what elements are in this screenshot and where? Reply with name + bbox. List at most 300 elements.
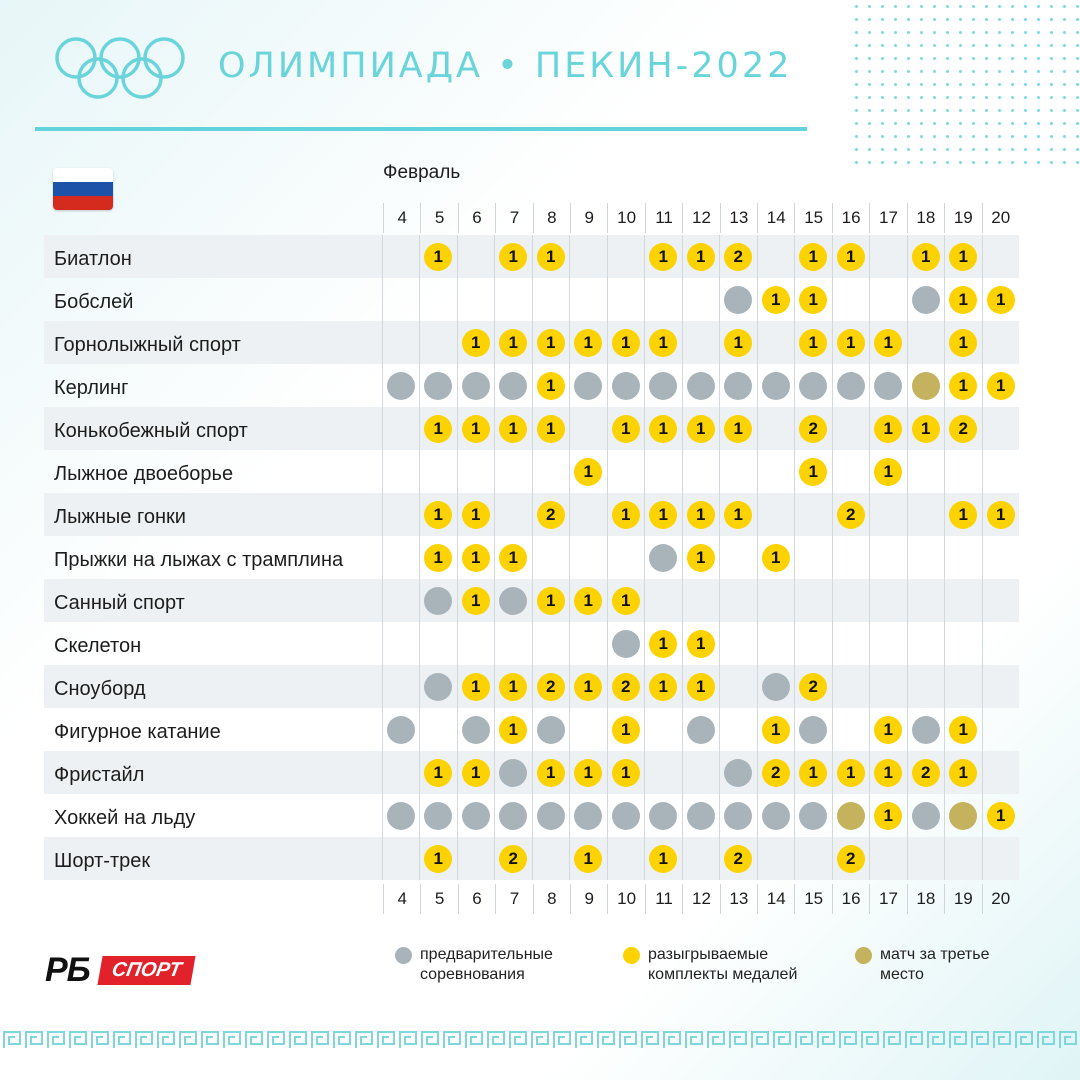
schedule-cell [382, 665, 420, 708]
schedule-cell [382, 837, 420, 880]
medal-event-dot: 1 [687, 243, 715, 271]
schedule-cell [607, 837, 645, 880]
schedule-cell [457, 235, 495, 278]
schedule-cell [719, 579, 757, 622]
schedule-cell [869, 407, 907, 450]
schedule-cell [757, 364, 795, 407]
medal-event-dot: 1 [649, 243, 677, 271]
preliminary-dot [649, 544, 677, 572]
medal-event-dot: 1 [612, 759, 640, 787]
preliminary-dot [874, 372, 902, 400]
schedule-cell [382, 235, 420, 278]
schedule-cell [719, 708, 757, 751]
medal-event-dot: 2 [762, 759, 790, 787]
schedule-cell [907, 493, 945, 536]
schedule-cell [494, 450, 532, 493]
schedule-cell [644, 665, 682, 708]
schedule-cell [982, 837, 1020, 880]
schedule-cell [607, 794, 645, 837]
schedule-cell [607, 536, 645, 579]
schedule-cell [607, 493, 645, 536]
schedule-cell [382, 751, 420, 794]
preliminary-dot [499, 802, 527, 830]
day-label: 16 [832, 203, 869, 233]
schedule-cell [494, 622, 532, 665]
medal-event-dot: 1 [574, 673, 602, 701]
medal-event-dot: 1 [649, 630, 677, 658]
sport-name: Керлинг [54, 377, 129, 399]
medal-event-dot: 1 [724, 329, 752, 357]
schedule-cell [607, 364, 645, 407]
title-divider [35, 127, 807, 131]
schedule-cell [682, 579, 720, 622]
sport-row [44, 450, 1019, 493]
sport-row [44, 364, 1019, 407]
schedule-cell [644, 235, 682, 278]
preliminary-dot [762, 673, 790, 701]
preliminary-dot [799, 372, 827, 400]
medal-event-dot: 1 [424, 415, 452, 443]
schedule-cell [907, 235, 945, 278]
schedule-cell [532, 794, 570, 837]
preliminary-dot [912, 286, 940, 314]
schedule-cell [794, 579, 832, 622]
schedule-cell [682, 450, 720, 493]
schedule-cell [907, 837, 945, 880]
medal-event-dot: 1 [762, 544, 790, 572]
schedule-cell [532, 321, 570, 364]
medal-event-dot: 1 [874, 759, 902, 787]
schedule-cell [832, 321, 870, 364]
schedule-cell [457, 364, 495, 407]
medal-event-dot: 1 [799, 286, 827, 314]
schedule-cell [832, 407, 870, 450]
day-label: 18 [907, 203, 944, 233]
day-label: 12 [682, 884, 719, 914]
schedule-cell [682, 622, 720, 665]
schedule-cell [682, 364, 720, 407]
schedule-cell [794, 407, 832, 450]
sport-name: Фигурное катание [54, 721, 221, 743]
schedule-cell [494, 579, 532, 622]
medal-event-dot: 1 [874, 415, 902, 443]
schedule-cell [607, 622, 645, 665]
schedule-cell [794, 321, 832, 364]
schedule-cell [757, 407, 795, 450]
preliminary-dot [574, 372, 602, 400]
preliminary-dot [499, 759, 527, 787]
day-label: 9 [570, 884, 607, 914]
legend-medal-text: разыгрываемые комплекты медалей [648, 946, 798, 983]
preliminary-dot [912, 716, 940, 744]
sport-name: Фристайл [54, 764, 145, 786]
schedule-cell [532, 622, 570, 665]
schedule-cell [532, 751, 570, 794]
medal-event-dot: 1 [424, 501, 452, 529]
schedule-cell [494, 235, 532, 278]
schedule-cell [682, 708, 720, 751]
medal-event-dot: 1 [462, 501, 490, 529]
dot-pattern-decoration [850, 0, 1080, 170]
sport-name: Горнолыжный спорт [54, 334, 241, 356]
schedule-cell [419, 837, 457, 880]
day-label: 4 [383, 203, 420, 233]
schedule-cell [719, 278, 757, 321]
schedule-cell [682, 751, 720, 794]
schedule-cell [719, 321, 757, 364]
schedule-cell [832, 278, 870, 321]
schedule-cell [494, 837, 532, 880]
sport-name: Санный спорт [54, 592, 185, 614]
page-title: ОЛИМПИАДА • ПЕКИН-2022 [218, 46, 793, 86]
preliminary-dot [799, 716, 827, 744]
schedule-cell [682, 407, 720, 450]
schedule-cell [982, 278, 1020, 321]
bronze-match-dot [912, 372, 940, 400]
sport-name: Шорт-трек [54, 850, 151, 872]
schedule-cell [982, 794, 1020, 837]
day-label: 12 [682, 203, 719, 233]
medal-event-dot: 1 [649, 415, 677, 443]
medal-event-dot: 1 [499, 673, 527, 701]
sport-row [44, 794, 1019, 837]
schedule-cell [794, 794, 832, 837]
preliminary-dot [762, 802, 790, 830]
schedule-cell [982, 364, 1020, 407]
medal-event-dot: 1 [762, 716, 790, 744]
medal-event-dot: 1 [462, 587, 490, 615]
bronze-dot-icon [855, 947, 872, 964]
medal-event-dot: 2 [949, 415, 977, 443]
medal-event-dot: 1 [949, 286, 977, 314]
preliminary-dot [462, 716, 490, 744]
schedule-cell [682, 235, 720, 278]
medal-event-dot: 1 [724, 501, 752, 529]
schedule-cell [382, 364, 420, 407]
medal-event-dot: 1 [874, 329, 902, 357]
medal-event-dot: 2 [837, 501, 865, 529]
medal-event-dot: 1 [537, 759, 565, 787]
schedule-cell [419, 536, 457, 579]
medal-event-dot: 1 [987, 802, 1015, 830]
schedule-cell [907, 407, 945, 450]
schedule-cell [644, 536, 682, 579]
schedule-cell [794, 665, 832, 708]
schedule-cell [794, 708, 832, 751]
medal-event-dot: 1 [574, 845, 602, 873]
schedule-cell [794, 278, 832, 321]
medal-event-dot: 2 [537, 501, 565, 529]
sport-name: Хоккей на льду [54, 807, 196, 829]
schedule-cell [869, 450, 907, 493]
schedule-cell [569, 364, 607, 407]
bronze-match-dot [837, 802, 865, 830]
schedule-cell [907, 579, 945, 622]
schedule-cell [494, 751, 532, 794]
schedule-cell [719, 235, 757, 278]
legend-bronze-text: матч за третье место [880, 946, 990, 983]
schedule-cell [907, 622, 945, 665]
schedule-cell [982, 235, 1020, 278]
medal-event-dot: 1 [799, 458, 827, 486]
schedule-grid [44, 235, 1019, 880]
schedule-cell [944, 536, 982, 579]
sport-name: Бобслей [54, 291, 134, 313]
schedule-cell [757, 493, 795, 536]
schedule-cell [944, 665, 982, 708]
logo-sport: СПОРТ [97, 956, 195, 985]
preliminary-dot [537, 716, 565, 744]
schedule-cell [832, 235, 870, 278]
schedule-cell [644, 794, 682, 837]
schedule-cell [382, 278, 420, 321]
medal-event-dot: 1 [424, 544, 452, 572]
preliminary-dot [687, 716, 715, 744]
medal-event-dot: 1 [537, 372, 565, 400]
schedule-cell [832, 751, 870, 794]
schedule-cell [944, 321, 982, 364]
schedule-cell [419, 450, 457, 493]
medal-event-dot: 1 [612, 415, 640, 443]
schedule-cell [982, 450, 1020, 493]
medal-event-dot: 1 [837, 243, 865, 271]
schedule-cell [944, 364, 982, 407]
medal-event-dot: 1 [462, 544, 490, 572]
sport-name: Лыжное двоеборье [54, 463, 234, 485]
day-label: 13 [720, 884, 757, 914]
medal-event-dot: 1 [987, 372, 1015, 400]
schedule-cell [907, 708, 945, 751]
medal-event-dot: 1 [612, 716, 640, 744]
schedule-cell [569, 536, 607, 579]
schedule-cell [757, 321, 795, 364]
schedule-cell [644, 751, 682, 794]
day-label: 20 [982, 884, 1019, 914]
schedule-cell [944, 708, 982, 751]
medal-event-dot: 1 [499, 716, 527, 744]
medal-dot-icon [623, 947, 640, 964]
schedule-cell [869, 794, 907, 837]
schedule-cell [607, 321, 645, 364]
medal-event-dot: 1 [537, 415, 565, 443]
schedule-cell [382, 708, 420, 751]
preliminary-dot [799, 802, 827, 830]
day-label: 8 [533, 884, 570, 914]
schedule-cell [419, 794, 457, 837]
preliminary-dot [912, 802, 940, 830]
preliminary-dot [724, 759, 752, 787]
schedule-cell [757, 665, 795, 708]
sport-row [44, 751, 1019, 794]
day-label: 11 [645, 884, 682, 914]
medal-event-dot: 1 [537, 587, 565, 615]
sport-row [44, 622, 1019, 665]
schedule-cell [719, 665, 757, 708]
medal-event-dot: 1 [837, 329, 865, 357]
medal-event-dot: 1 [949, 501, 977, 529]
sport-name: Прыжки на лыжах с трамплина [54, 549, 344, 571]
schedule-cell [944, 407, 982, 450]
schedule-cell [794, 536, 832, 579]
schedule-cell [757, 536, 795, 579]
schedule-cell [607, 278, 645, 321]
schedule-cell [382, 450, 420, 493]
schedule-cell [457, 536, 495, 579]
day-label: 14 [757, 203, 794, 233]
schedule-cell [869, 364, 907, 407]
schedule-cell [419, 278, 457, 321]
schedule-cell [457, 837, 495, 880]
greek-key-border-decoration [0, 1028, 1080, 1052]
schedule-cell [569, 321, 607, 364]
schedule-cell [832, 579, 870, 622]
schedule-cell [644, 278, 682, 321]
preliminary-dot [387, 802, 415, 830]
bronze-match-dot [949, 802, 977, 830]
schedule-cell [869, 321, 907, 364]
schedule-cell [532, 407, 570, 450]
medal-event-dot: 2 [799, 415, 827, 443]
schedule-cell [944, 837, 982, 880]
schedule-cell [832, 794, 870, 837]
preliminary-dot [837, 372, 865, 400]
medal-event-dot: 1 [874, 802, 902, 830]
schedule-cell [832, 536, 870, 579]
schedule-cell [457, 493, 495, 536]
preliminary-dot [612, 802, 640, 830]
medal-event-dot: 2 [499, 845, 527, 873]
schedule-cell [607, 708, 645, 751]
olympic-rings-icon [52, 36, 192, 102]
legend-preliminary-text: предварительные соревнования [420, 946, 553, 983]
medal-event-dot: 2 [837, 845, 865, 873]
schedule-cell [419, 321, 457, 364]
day-label: 14 [757, 884, 794, 914]
medal-event-dot: 1 [949, 243, 977, 271]
schedule-cell [419, 493, 457, 536]
day-label: 7 [495, 203, 532, 233]
preliminary-dot [649, 372, 677, 400]
schedule-cell [569, 579, 607, 622]
schedule-cell [419, 235, 457, 278]
schedule-cell [907, 364, 945, 407]
schedule-cell [457, 407, 495, 450]
medal-event-dot: 1 [649, 845, 677, 873]
schedule-cell [644, 321, 682, 364]
medal-event-dot: 1 [949, 759, 977, 787]
schedule-cell [532, 493, 570, 536]
day-label: 11 [645, 203, 682, 233]
preliminary-dot [387, 716, 415, 744]
medal-event-dot: 1 [949, 329, 977, 357]
schedule-cell [569, 794, 607, 837]
preliminary-dot [462, 802, 490, 830]
day-label: 6 [458, 203, 495, 233]
schedule-cell [532, 450, 570, 493]
day-label: 17 [869, 203, 906, 233]
schedule-cell [682, 536, 720, 579]
schedule-cell [869, 837, 907, 880]
day-label: 20 [982, 203, 1019, 233]
schedule-cell [794, 751, 832, 794]
day-label: 6 [458, 884, 495, 914]
schedule-cell [719, 407, 757, 450]
preliminary-dot [612, 372, 640, 400]
schedule-cell [607, 665, 645, 708]
schedule-cell [832, 837, 870, 880]
preliminary-dot-icon [395, 947, 412, 964]
day-label: 10 [607, 203, 644, 233]
preliminary-dot [687, 802, 715, 830]
schedule-cell [419, 751, 457, 794]
schedule-cell [644, 493, 682, 536]
sport-row [44, 536, 1019, 579]
schedule-cell [382, 794, 420, 837]
medal-event-dot: 1 [799, 759, 827, 787]
schedule-cell [907, 536, 945, 579]
preliminary-dot [424, 802, 452, 830]
russia-flag-icon [53, 168, 113, 210]
schedule-cell [419, 407, 457, 450]
preliminary-dot [424, 587, 452, 615]
medal-event-dot: 1 [462, 759, 490, 787]
preliminary-dot [762, 372, 790, 400]
schedule-cell [532, 364, 570, 407]
medal-event-dot: 1 [537, 243, 565, 271]
schedule-cell [869, 665, 907, 708]
logo-rb: РБ [45, 951, 90, 989]
legend-medal [623, 945, 797, 985]
days-header-top [383, 203, 1019, 233]
schedule-cell [982, 536, 1020, 579]
schedule-cell [719, 622, 757, 665]
schedule-cell [457, 794, 495, 837]
medal-event-dot: 2 [799, 673, 827, 701]
preliminary-dot [499, 587, 527, 615]
medal-event-dot: 1 [462, 329, 490, 357]
medal-event-dot: 2 [612, 673, 640, 701]
sport-name: Скелетон [54, 635, 142, 657]
schedule-cell [644, 450, 682, 493]
sport-row [44, 665, 1019, 708]
sport-row [44, 579, 1019, 622]
schedule-cell [644, 837, 682, 880]
medal-event-dot: 1 [799, 329, 827, 357]
schedule-cell [869, 493, 907, 536]
schedule-cell [832, 450, 870, 493]
day-label: 13 [720, 203, 757, 233]
schedule-cell [944, 235, 982, 278]
preliminary-dot [424, 673, 452, 701]
schedule-cell [907, 321, 945, 364]
preliminary-dot [612, 630, 640, 658]
day-label: 8 [533, 203, 570, 233]
schedule-cell [494, 794, 532, 837]
schedule-cell [794, 493, 832, 536]
sport-name: Конькобежный спорт [54, 420, 248, 442]
schedule-cell [419, 364, 457, 407]
schedule-cell [457, 450, 495, 493]
month-label: Февраль [383, 162, 461, 183]
day-label: 15 [794, 203, 831, 233]
sport-row [44, 278, 1019, 321]
medal-event-dot: 1 [612, 587, 640, 615]
schedule-cell [532, 579, 570, 622]
schedule-cell [794, 364, 832, 407]
medal-event-dot: 1 [987, 286, 1015, 314]
preliminary-dot [649, 802, 677, 830]
medal-event-dot: 1 [949, 716, 977, 744]
